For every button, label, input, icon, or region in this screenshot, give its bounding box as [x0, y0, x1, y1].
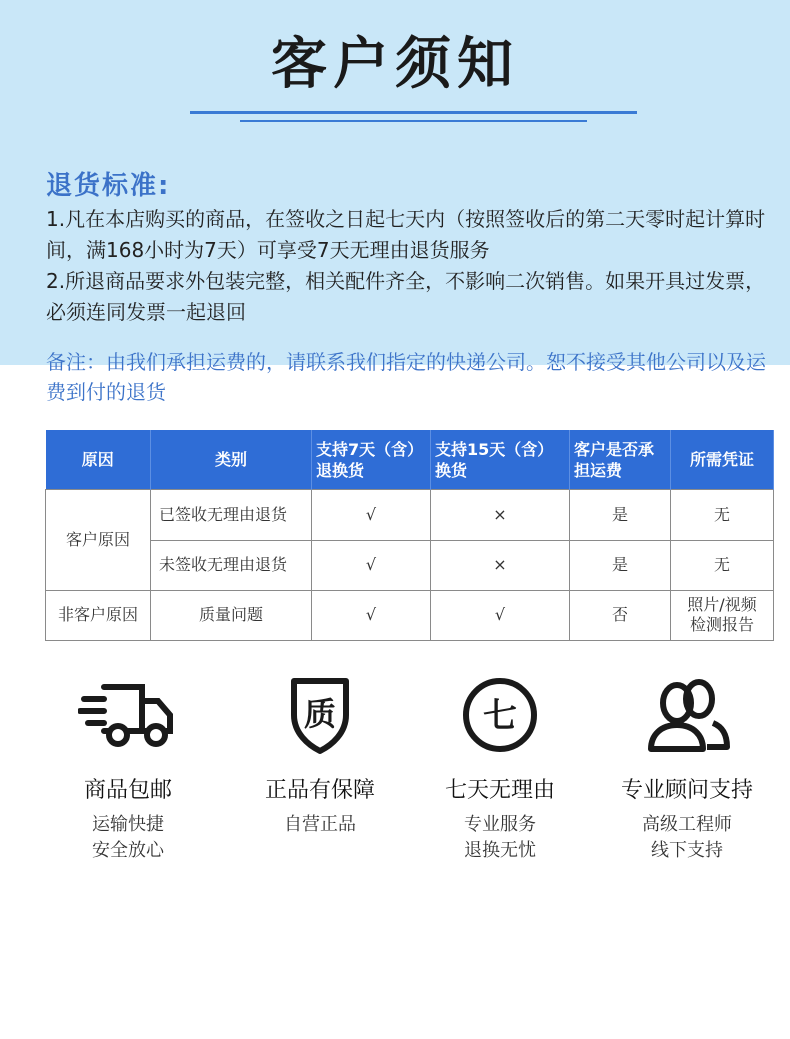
feature-line: 线下支持	[651, 840, 723, 861]
category-cell: 已签收无理由退货	[151, 490, 312, 540]
title-underline	[190, 111, 637, 114]
table-row	[46, 540, 774, 590]
feature-authentic	[240, 675, 400, 838]
header-7-day: 支持7天（含）退换货	[312, 430, 431, 490]
proof-cell: 无	[671, 490, 774, 540]
page-title: 客户须知	[271, 32, 519, 97]
feature-title: 专业顾问支持	[620, 778, 753, 803]
seven-circle-icon	[450, 675, 550, 755]
return-policy-table	[45, 430, 774, 641]
seven-glyph: 七	[483, 696, 517, 736]
shipping-note: 备注：由我们承担运费的，请联系我们指定的快递公司。恕不接受其他公司以及运费到付的退货	[46, 350, 766, 404]
users-icon	[637, 675, 737, 755]
truck-icon	[78, 675, 178, 755]
returns-rule-2: 2.所退商品要求外包装完整，相关配件齐全，不影响二次销售。如果开具过发票，必须连同发票一起退回	[46, 269, 766, 324]
category-cell: 质量问题	[151, 590, 312, 640]
shipping-cost-cell: 否	[570, 590, 671, 640]
feature-subtitle	[48, 812, 208, 864]
table-row	[46, 590, 774, 640]
feature-title: 商品包邮	[83, 778, 172, 803]
feature-subtitle	[420, 812, 580, 864]
service-features	[0, 675, 790, 875]
reason-non-customer: 非客户原因	[46, 590, 151, 640]
feature-consultant	[607, 675, 767, 864]
reason-customer: 客户原因	[46, 490, 151, 590]
seven-day-cell: √	[312, 490, 431, 540]
returns-heading: 退货标准:	[46, 171, 171, 201]
feature-line: 退换无忧	[464, 840, 536, 861]
feature-title: 正品有保障	[264, 778, 375, 803]
table-row	[46, 490, 774, 540]
title-underline-secondary	[240, 120, 587, 122]
header-shipping-cost: 客户是否承担运费	[570, 430, 671, 490]
header-category: 类别	[151, 430, 312, 490]
feature-line: 自营正品	[284, 814, 356, 835]
category-cell: 未签收无理由退货	[151, 540, 312, 590]
shipping-cost-cell: 是	[570, 540, 671, 590]
proof-cell: 照片/视频检测报告	[671, 590, 774, 640]
header-reason: 原因	[46, 430, 151, 490]
seven-day-cell: √	[312, 590, 431, 640]
feature-free-shipping	[48, 675, 208, 864]
table-header-row	[46, 430, 774, 490]
feature-title: 七天无理由	[444, 778, 555, 803]
fifteen-day-cell: ×	[431, 540, 570, 590]
returns-rule-1: 1.凡在本店购买的商品，在签收之日起七天内（按照签收后的第二天零时起计算时间，满168小时为7天）可享受7天无理由退货服务	[46, 207, 766, 262]
seven-day-cell: √	[312, 540, 431, 590]
feature-line: 专业服务	[464, 814, 536, 835]
feature-seven-day	[420, 675, 580, 864]
fifteen-day-cell: √	[431, 590, 570, 640]
shipping-cost-cell: 是	[570, 490, 671, 540]
feature-subtitle	[240, 812, 400, 838]
fifteen-day-cell: ×	[431, 490, 570, 540]
feature-line: 安全放心	[92, 840, 164, 861]
header-proof: 所需凭证	[671, 430, 774, 490]
quality-glyph: 质	[303, 695, 337, 733]
feature-line: 运输快捷	[92, 814, 164, 835]
feature-line: 高级工程师	[642, 814, 732, 835]
header-15-day: 支持15天（含）换货	[431, 430, 570, 490]
proof-cell: 无	[671, 540, 774, 590]
quality-shield-icon	[270, 675, 370, 755]
feature-subtitle	[607, 812, 767, 864]
